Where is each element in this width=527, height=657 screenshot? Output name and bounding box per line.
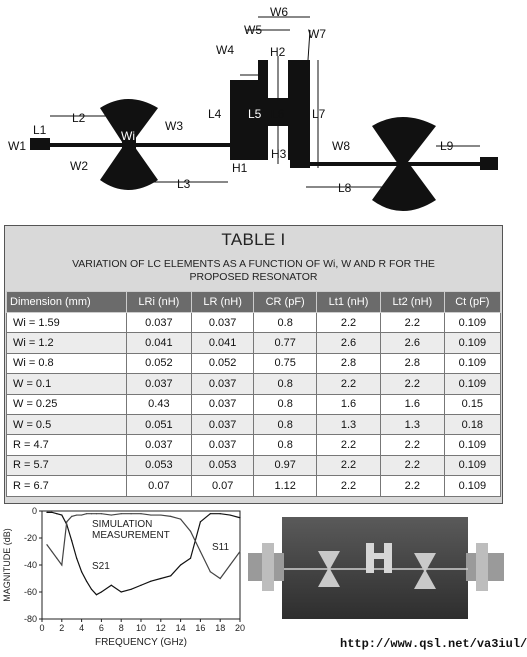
table-row xyxy=(7,313,501,333)
label-h2: H2 xyxy=(270,45,286,59)
port-right xyxy=(480,157,498,170)
dimension-cell: W = 0.1 xyxy=(7,374,127,394)
data-point xyxy=(61,564,62,565)
data-point xyxy=(220,578,221,579)
label-h3: H3 xyxy=(271,147,287,161)
data-point xyxy=(200,521,201,522)
resonator-layout-diagram xyxy=(0,0,505,222)
label-w3: W3 xyxy=(165,119,183,133)
data-point xyxy=(220,513,221,514)
y-tick-label: -40 xyxy=(23,560,37,570)
value-cell: 0.052 xyxy=(192,353,254,373)
label-w7: W7 xyxy=(308,27,326,41)
s-parameter-plot xyxy=(0,507,248,657)
col-header: Dimension (mm) xyxy=(7,292,127,313)
h-resonator-right-block xyxy=(290,60,310,168)
table-row xyxy=(7,455,501,475)
label-w8: W8 xyxy=(332,139,350,153)
col-header: Lt2 (nH) xyxy=(380,292,444,313)
x-tick-label: 16 xyxy=(195,623,206,633)
data-point xyxy=(81,514,82,515)
data-point xyxy=(140,585,141,586)
data-point xyxy=(71,516,72,517)
value-cell: 0.037 xyxy=(192,435,254,455)
fabricated-prototype-photo xyxy=(248,513,504,623)
data-point xyxy=(46,512,47,513)
value-cell: 0.037 xyxy=(192,313,254,333)
data-point xyxy=(190,558,191,559)
label-w6: W6 xyxy=(270,5,288,19)
value-cell: 0.07 xyxy=(126,476,191,496)
data-point xyxy=(150,581,151,582)
value-cell: 2.6 xyxy=(317,333,381,353)
data-point xyxy=(200,551,201,552)
label-l4: L4 xyxy=(208,107,222,121)
data-point xyxy=(66,521,67,522)
data-point xyxy=(121,513,122,514)
col-header: CR (pF) xyxy=(254,292,317,313)
y-tick-label: -60 xyxy=(23,587,37,597)
data-point xyxy=(150,514,151,515)
data-point xyxy=(170,516,171,517)
label-l3: L3 xyxy=(177,177,191,191)
value-cell: 0.037 xyxy=(126,374,191,394)
table-caption xyxy=(25,258,482,284)
label-w5: W5 xyxy=(244,23,262,37)
col-header: Lt1 (nH) xyxy=(317,292,381,313)
data-point xyxy=(111,514,112,515)
data-point xyxy=(230,564,231,565)
legend-measurement: MEASUREMENT xyxy=(92,530,170,541)
dimension-cell: W = 0.25 xyxy=(7,394,127,414)
label-l6: L6 xyxy=(271,107,285,121)
value-cell: 2.6 xyxy=(380,333,444,353)
value-cell: 0.18 xyxy=(444,414,500,434)
dimension-cell: R = 4.7 xyxy=(7,435,127,455)
data-point xyxy=(96,594,97,595)
col-header: LR (nH) xyxy=(192,292,254,313)
value-cell: 0.109 xyxy=(444,353,500,373)
table-row xyxy=(7,353,501,373)
table-title: TABLE I xyxy=(221,230,286,249)
table-row xyxy=(7,374,501,394)
value-cell: 0.15 xyxy=(444,394,500,414)
value-cell: 1.3 xyxy=(380,414,444,434)
data-point xyxy=(239,551,240,552)
x-tick-label: 6 xyxy=(98,623,104,633)
value-cell: 2.8 xyxy=(317,353,381,373)
label-l2: L2 xyxy=(72,111,86,125)
value-cell: 0.037 xyxy=(126,313,191,333)
label-l1: L1 xyxy=(33,123,47,137)
value-cell: 0.75 xyxy=(254,353,317,373)
data-point xyxy=(76,514,77,515)
y-tick-label: -80 xyxy=(23,614,37,624)
data-point xyxy=(140,513,141,514)
value-cell: 0.109 xyxy=(444,313,500,333)
value-cell: 0.109 xyxy=(444,455,500,475)
value-cell: 2.2 xyxy=(380,476,444,496)
data-point xyxy=(210,513,211,514)
value-cell: 0.037 xyxy=(126,435,191,455)
data-point xyxy=(61,514,62,515)
col-header: LRi (nH) xyxy=(126,292,191,313)
data-point xyxy=(160,578,161,579)
data-point xyxy=(131,513,132,514)
col-header: Ct (pF) xyxy=(444,292,500,313)
value-cell: 1.6 xyxy=(317,394,381,414)
data-point xyxy=(46,544,47,545)
data-point xyxy=(86,513,87,514)
data-point xyxy=(101,513,102,514)
data-point xyxy=(76,558,77,559)
label-w1: W1 xyxy=(8,139,26,153)
value-cell: 2.2 xyxy=(380,435,444,455)
value-cell: 2.8 xyxy=(380,353,444,373)
value-cell: 0.051 xyxy=(126,414,191,434)
value-cell: 0.041 xyxy=(192,333,254,353)
value-cell: 0.053 xyxy=(126,455,191,475)
lc-elements-table xyxy=(6,291,501,497)
value-cell: 0.8 xyxy=(254,435,317,455)
data-point xyxy=(121,591,122,592)
data-point xyxy=(86,581,87,582)
value-cell: 0.109 xyxy=(444,476,500,496)
x-tick-label: 18 xyxy=(215,623,226,633)
value-cell: 0.037 xyxy=(192,394,254,414)
label-h1: H1 xyxy=(232,161,248,175)
y-axis-label: MAGNITUDE (dB) xyxy=(2,528,12,602)
data-point xyxy=(131,589,132,590)
value-cell: 2.2 xyxy=(380,374,444,394)
value-cell: 2.2 xyxy=(317,435,381,455)
value-cell: 2.2 xyxy=(317,476,381,496)
label-l5: L5 xyxy=(248,107,262,121)
value-cell: 0.037 xyxy=(192,374,254,394)
x-tick-label: 2 xyxy=(59,623,65,633)
data-point xyxy=(180,564,181,565)
table-caption-line2: PROPOSED RESONATOR xyxy=(189,271,318,283)
data-point xyxy=(91,589,92,590)
table-row xyxy=(7,435,501,455)
data-point xyxy=(101,591,102,592)
data-point xyxy=(210,571,211,572)
value-cell: 0.109 xyxy=(444,333,500,353)
data-point xyxy=(170,575,171,576)
data-point xyxy=(51,551,52,552)
x-tick-label: 4 xyxy=(79,623,85,633)
data-point xyxy=(96,513,97,514)
value-cell: 0.053 xyxy=(192,455,254,475)
value-cell: 0.109 xyxy=(444,435,500,455)
table-panel xyxy=(4,225,503,504)
value-cell: 1.6 xyxy=(380,394,444,414)
value-cell: 0.97 xyxy=(254,455,317,475)
x-axis-label: FREQUENCY (GHz) xyxy=(94,637,188,648)
label-wi: Wi xyxy=(121,129,135,143)
dimension-cell: Wi = 1.2 xyxy=(7,333,127,353)
table-row xyxy=(7,394,501,414)
dimension-cell: R = 5.7 xyxy=(7,455,127,475)
port-left xyxy=(30,138,50,150)
y-tick-label: -20 xyxy=(23,533,37,543)
value-cell: 0.052 xyxy=(126,353,191,373)
x-tick-label: 20 xyxy=(234,623,246,633)
annotation-s21: S21 xyxy=(92,561,110,572)
value-cell: 2.2 xyxy=(317,374,381,394)
value-cell: 0.8 xyxy=(254,414,317,434)
value-cell: 0.07 xyxy=(192,476,254,496)
value-cell: 2.2 xyxy=(317,313,381,333)
value-cell: 0.8 xyxy=(254,313,317,333)
label-l9: L9 xyxy=(440,139,454,153)
data-point xyxy=(81,571,82,572)
data-point xyxy=(71,540,72,541)
data-point xyxy=(160,514,161,515)
value-cell: 2.2 xyxy=(317,455,381,475)
y-tick-label: 0 xyxy=(31,506,37,516)
dimension-cell: Wi = 1.59 xyxy=(7,313,127,333)
value-cell: 0.041 xyxy=(126,333,191,353)
data-point xyxy=(56,558,57,559)
x-tick-label: 0 xyxy=(39,623,45,633)
label-w4: W4 xyxy=(216,43,234,57)
x-tick-label: 12 xyxy=(155,623,166,633)
dimension-cell: W = 0.5 xyxy=(7,414,127,434)
annotation-s11: S11 xyxy=(212,542,230,553)
data-point xyxy=(91,513,92,514)
dimension-cell: R = 6.7 xyxy=(7,476,127,496)
data-point xyxy=(180,519,181,520)
x-tick-label: 14 xyxy=(175,623,186,633)
x-tick-label: 8 xyxy=(118,623,124,633)
data-point xyxy=(51,512,52,513)
table-row xyxy=(7,414,501,434)
table-caption-line1: VARIATION OF LC ELEMENTS AS A FUNCTION OF Wi, W AND R FOR THE xyxy=(72,258,435,270)
value-cell: 1.12 xyxy=(254,476,317,496)
label-l7: L7 xyxy=(312,107,326,121)
label-w2: W2 xyxy=(70,159,88,173)
data-point xyxy=(56,513,57,514)
value-cell: 0.43 xyxy=(126,394,191,414)
value-cell: 0.037 xyxy=(192,414,254,434)
x-tick-label: 10 xyxy=(135,623,147,633)
value-cell: 0.8 xyxy=(254,394,317,414)
value-cell: 0.109 xyxy=(444,374,500,394)
table-header-row xyxy=(7,292,501,313)
value-cell: 0.8 xyxy=(254,374,317,394)
legend-simulation: SIMULATION xyxy=(92,519,153,530)
table-row xyxy=(7,333,501,353)
dimension-cell: Wi = 0.8 xyxy=(7,353,127,373)
value-cell: 2.2 xyxy=(380,455,444,475)
value-cell: 1.3 xyxy=(317,414,381,434)
value-cell: 0.77 xyxy=(254,333,317,353)
value-cell: 2.2 xyxy=(380,313,444,333)
data-point xyxy=(190,531,191,532)
source-url[interactable]: http://www.qsl.net/va3iul/ xyxy=(340,637,527,651)
label-l8: L8 xyxy=(338,181,352,195)
data-point xyxy=(111,585,112,586)
table-row xyxy=(7,476,501,496)
data-point xyxy=(230,514,231,515)
data-point xyxy=(239,517,240,518)
